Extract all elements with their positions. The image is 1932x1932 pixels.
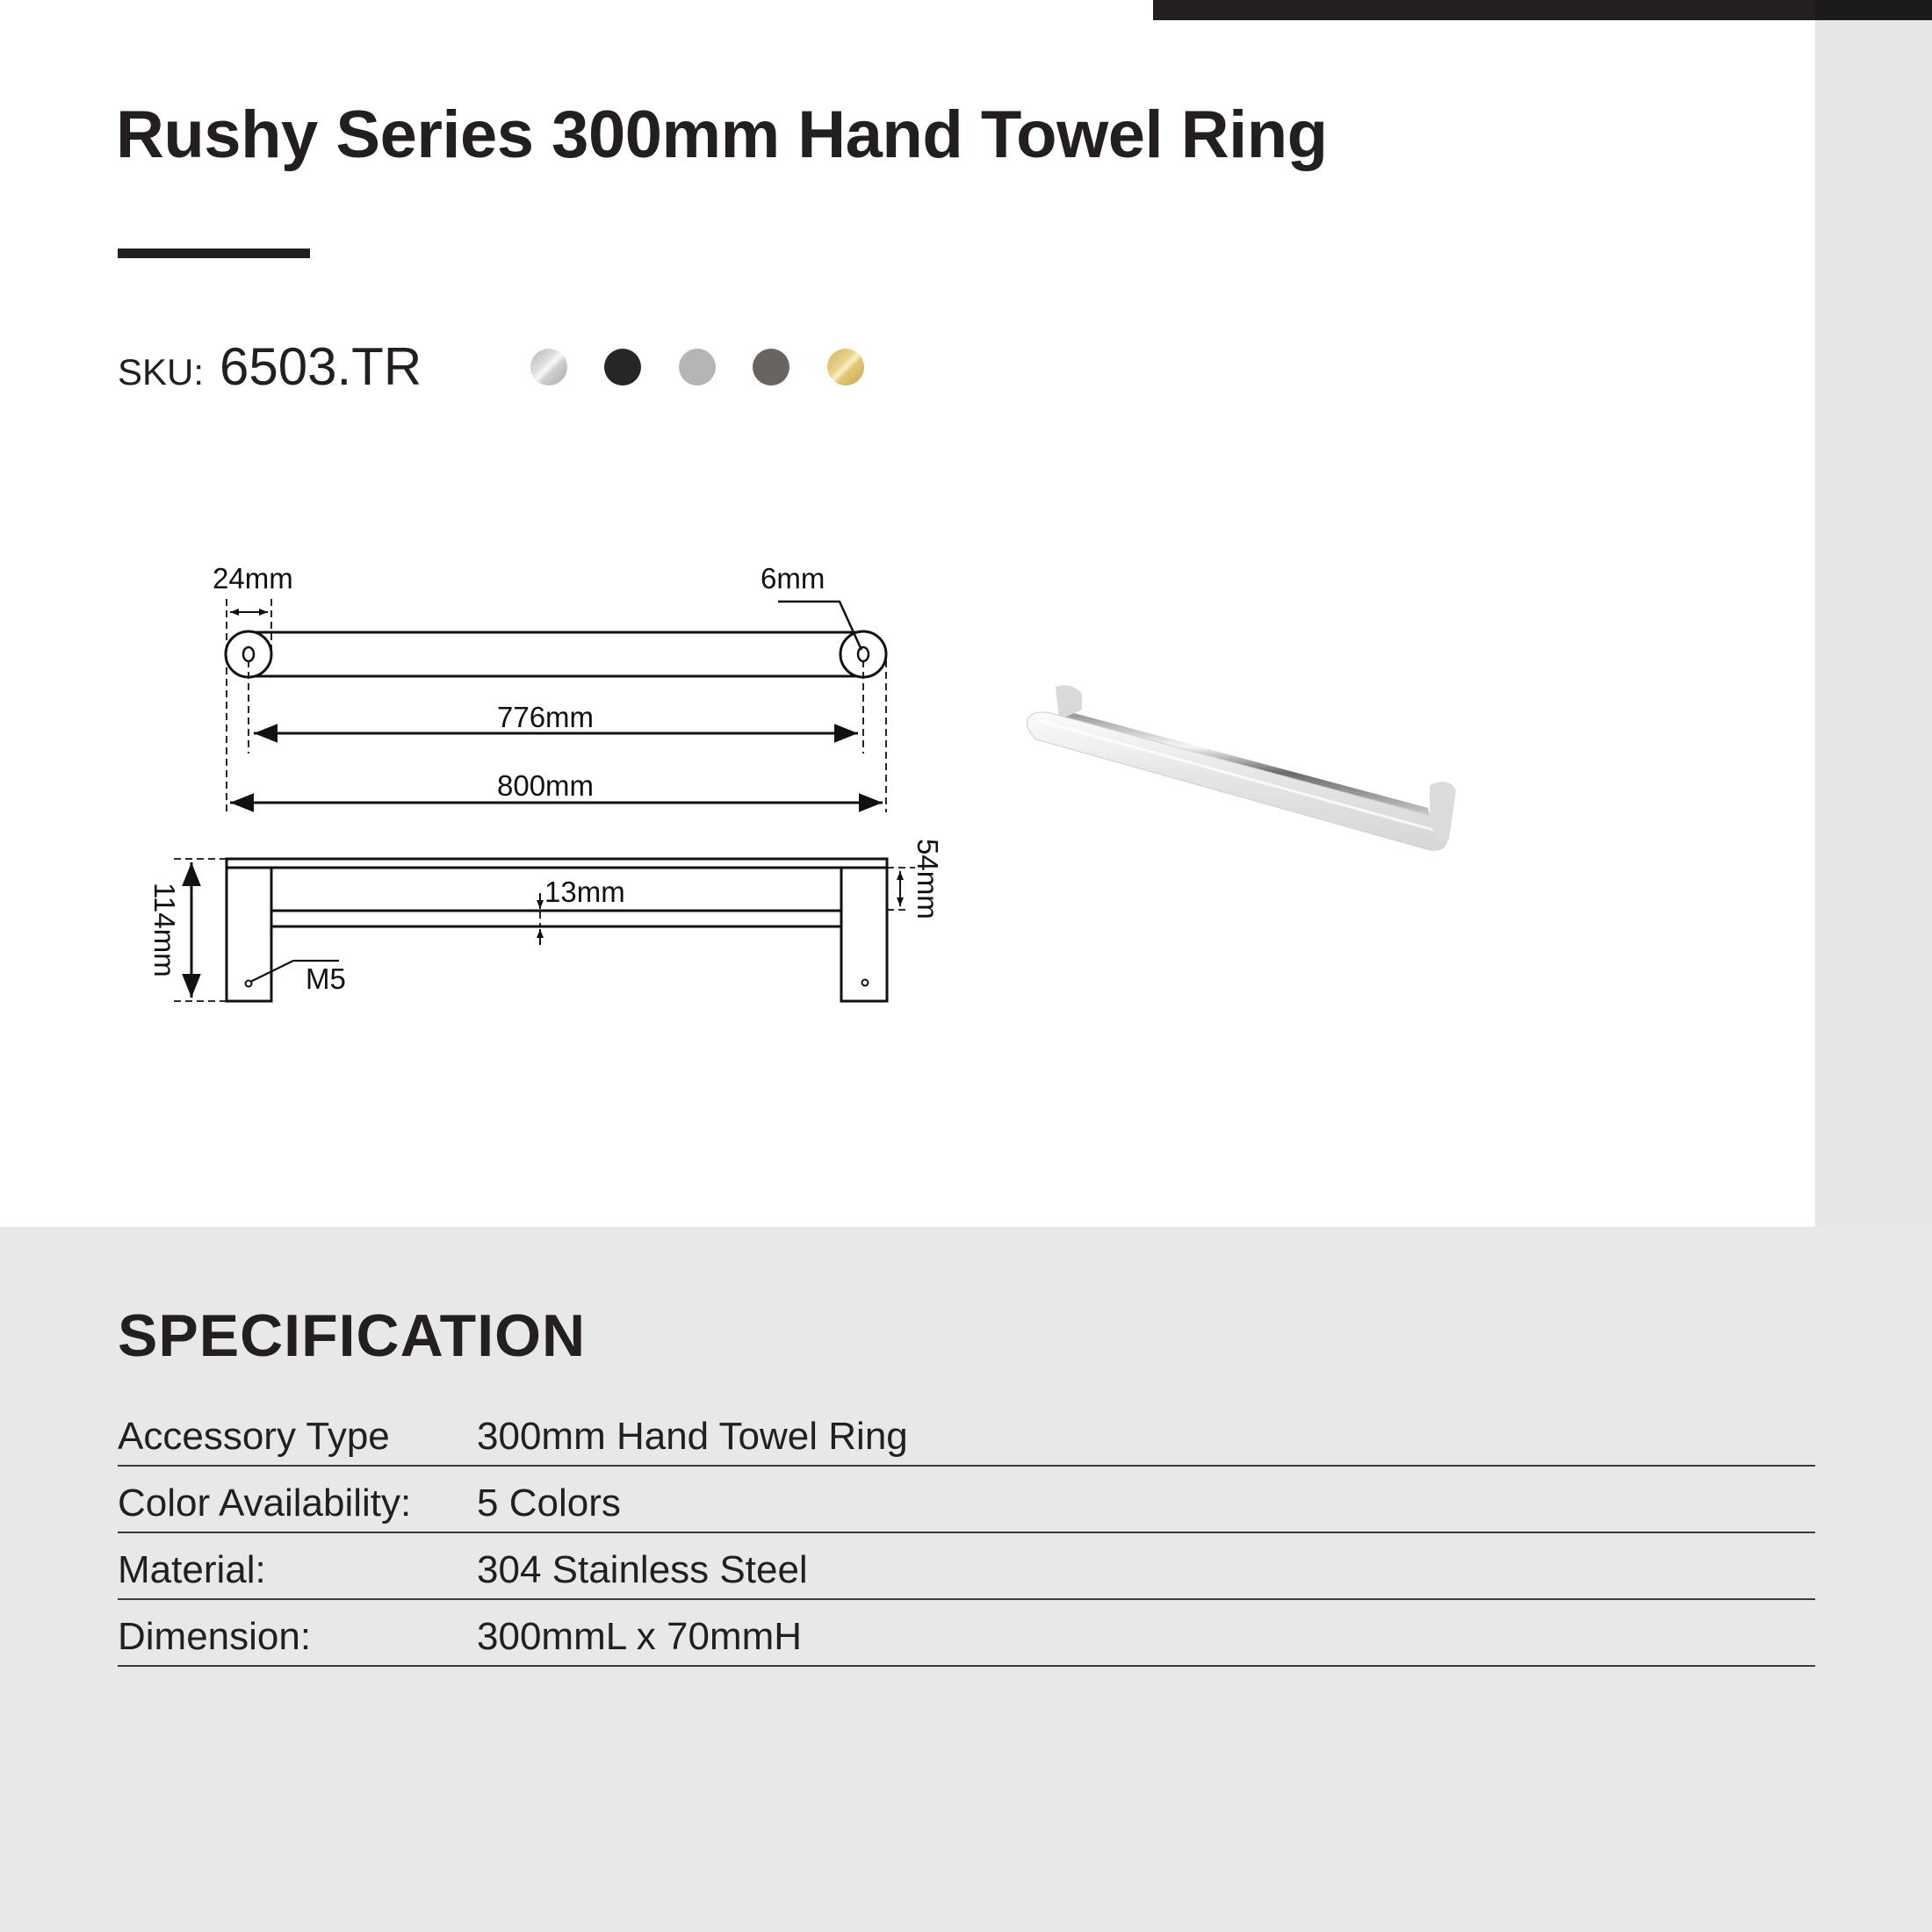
dim-height: 114mm bbox=[148, 883, 181, 977]
dim-overall: 800mm bbox=[497, 769, 595, 802]
spec-label: Accessory Type bbox=[118, 1415, 390, 1458]
spec-value: 300mm Hand Towel Ring bbox=[477, 1415, 908, 1458]
dim-bar-gap: 13mm bbox=[544, 876, 625, 908]
product-photo bbox=[1010, 659, 1695, 878]
spec-label: Color Availability: bbox=[118, 1481, 412, 1525]
spec-row-accessory-type bbox=[118, 1398, 1815, 1467]
dim-bar-offset: 54mm bbox=[912, 839, 944, 919]
spec-row-color-availability bbox=[118, 1465, 1815, 1533]
dim-screw: M5 bbox=[306, 962, 346, 995]
dim-hole: 6mm bbox=[761, 562, 825, 595]
sku-value: 6503.TR bbox=[220, 337, 422, 396]
spec-value: 300mmL x 70mmH bbox=[477, 1615, 803, 1658]
page-title: Rushy Series 300mm Hand Towel Ring bbox=[116, 97, 1328, 172]
spec-label: Dimension: bbox=[118, 1615, 312, 1658]
spec-label: Material: bbox=[118, 1548, 266, 1591]
spec-row-material bbox=[118, 1532, 1815, 1600]
dim-end-width: 24mm bbox=[213, 562, 293, 595]
sku-label: SKU: bbox=[118, 351, 205, 393]
specification-title: SPECIFICATION bbox=[118, 1302, 587, 1369]
spec-value: 5 Colors bbox=[477, 1481, 621, 1525]
dim-centers: 776mm bbox=[497, 701, 595, 733]
spec-row-dimension bbox=[118, 1598, 1815, 1667]
spec-value: 304 Stainless Steel bbox=[477, 1548, 808, 1591]
